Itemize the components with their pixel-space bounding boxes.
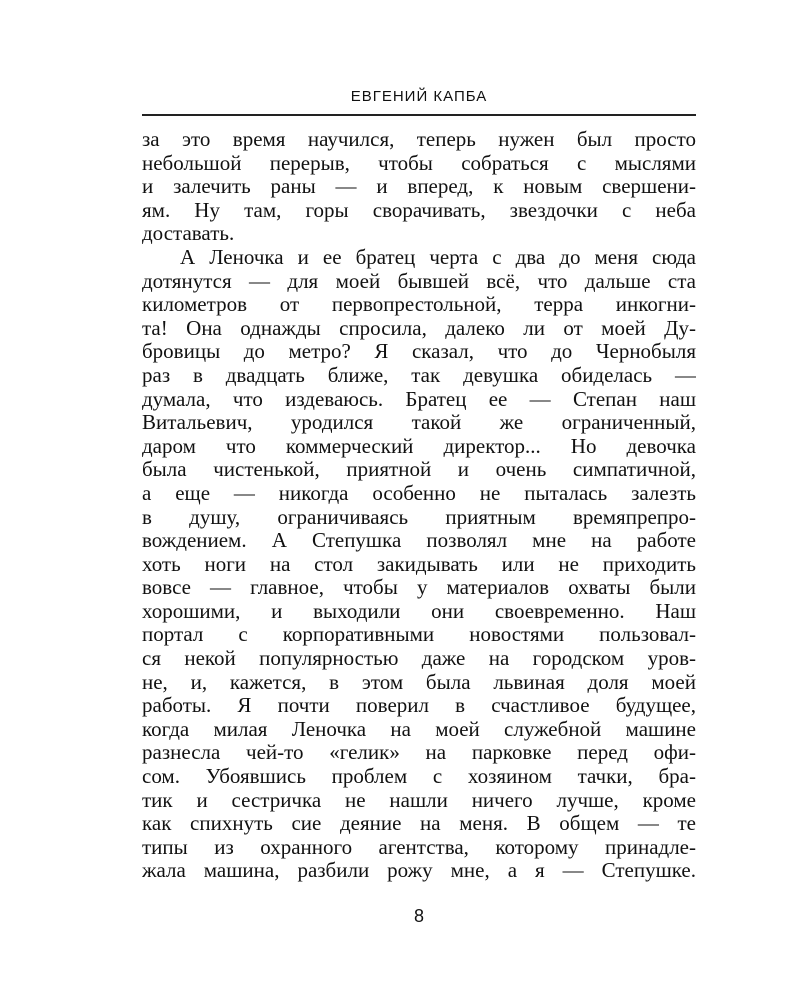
text-line: была чистенькой, приятной и очень симпатичной,: [142, 458, 696, 482]
text-line: а еще — никогда особенно не пыталась залезть: [142, 481, 696, 505]
text-line: километров от первопрестольной, терра инкогни-: [142, 293, 696, 317]
text-line: ям. Ну там, горы сворачивать, звездочки с неба: [142, 198, 696, 222]
text-line: дотянутся — для моей бывшей всё, что дальше ста: [142, 269, 696, 293]
paragraph-last-line: доставать.: [142, 222, 235, 246]
text-line: хоть ноги на стол закидывать или не приходить: [142, 552, 696, 576]
text-line: в душу, ограничиваясь приятным времяпрепро-: [142, 505, 696, 529]
running-head-title: ЕВГЕНИЙ КАПБА: [350, 88, 488, 105]
header-rule: [142, 114, 696, 116]
text-line: как спихнуть сие деяние на меня. В общем — те: [142, 812, 696, 836]
text-line: портал с корпоративными новостями пользовал-: [142, 623, 696, 647]
text-line: Витальевич, уродился такой же ограниченный,: [142, 411, 696, 435]
text-line: не, и, кажется, в этом была львиная доля моей: [142, 670, 696, 694]
text-line: вождением. А Степушка позволял мне на работе: [142, 529, 696, 553]
text-line: бровицы до метро? Я сказал, что до Чернобыля: [142, 340, 696, 364]
text-line: и залечить раны — и вперед, к новым свершени-: [142, 175, 696, 199]
text-line: небольшой перерыв, чтобы собраться с мыслями: [142, 151, 696, 175]
page-number: 8: [413, 906, 424, 926]
text-line: даром что коммерческий директор... Но девочка: [142, 434, 696, 458]
text-line: хорошими, и выходили они своевременно. Наш: [142, 599, 696, 623]
paragraph-first-line: А Леночка и ее братец черта с два до меня сюда: [180, 245, 696, 269]
text-line: раз в двадцать ближе, так девушка обиделась —: [142, 363, 696, 387]
text-line: вовсе — главное, чтобы у материалов охваты были: [142, 576, 696, 600]
body-text: [142, 128, 696, 883]
text-line: думала, что издеваюсь. Братец ее — Степан наш: [142, 387, 696, 411]
text-line: жала машина, разбили рожу мне, а я — Степушке.: [142, 859, 696, 883]
text-line: за это время научился, теперь нужен был просто: [142, 128, 696, 151]
text-line: когда милая Леночка на моей служебной машине: [142, 717, 696, 741]
text-line: сом. Убоявшись проблем с хозяином тачки, бра-: [142, 765, 696, 789]
text-line: типы из охранного агентства, которому принадле-: [142, 835, 696, 859]
text-line: ся некой популярностью даже на городском уров-: [142, 647, 696, 671]
text-line: разнесла чей-то «гелик» на парковке перед офи-: [142, 741, 696, 765]
text-line: работы. Я почти поверил в счастливое будущее,: [142, 694, 696, 718]
text-line: тик и сестричка не нашли ничего лучше, кроме: [142, 788, 696, 812]
text-line: та! Она однажды спросила, далеко ли от моей Ду-: [142, 316, 696, 340]
